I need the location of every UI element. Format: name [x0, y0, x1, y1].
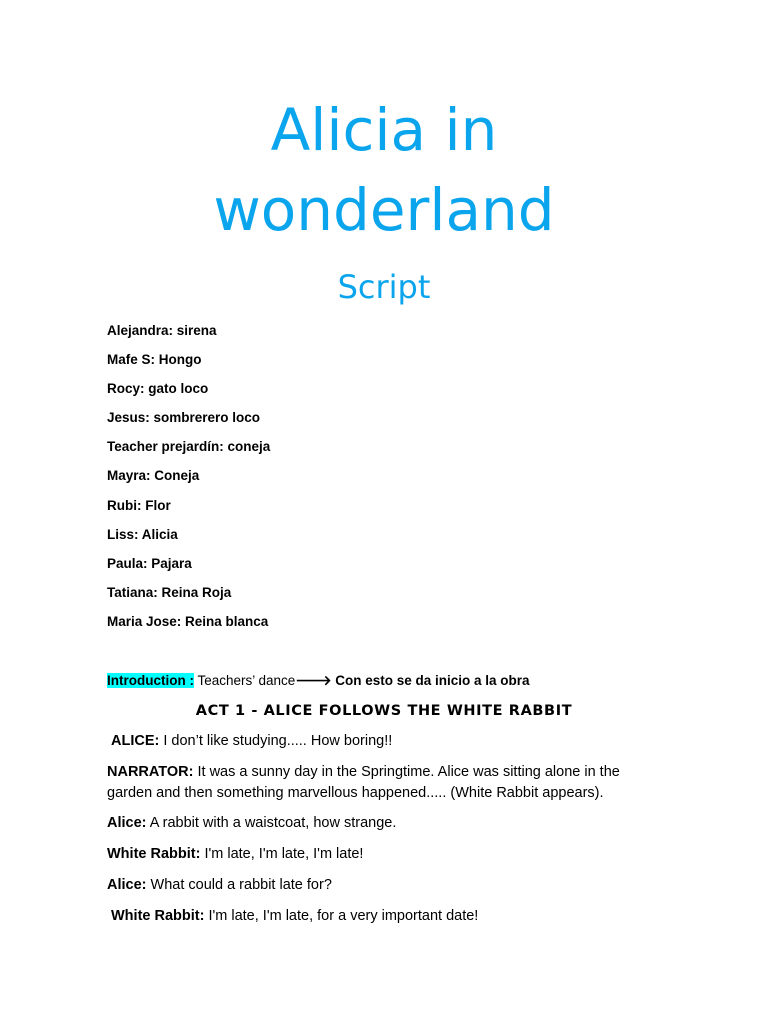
- dialogue-line: [107, 813, 667, 834]
- cast-item: Liss: Alicia: [107, 526, 178, 542]
- dialogue-text: I don’t like studying..... How boring!!: [159, 733, 393, 749]
- introduction-text: Teachers’ dance: [193, 673, 296, 688]
- act-heading: ACT 1 - ALICE FOLLOWS THE WHITE RABBIT: [195, 703, 573, 719]
- cast-item: Mayra: Coneja: [107, 468, 200, 484]
- dialogue-text: A rabbit with a waistcoat, how strange.: [146, 815, 397, 831]
- introduction-label: Introduction :: [107, 673, 194, 688]
- cast-item: Tatiana: Reina Roja: [107, 584, 232, 600]
- dialogue-text: It was a sunny day in the Springtime. Alice was sitting alone in the garden and then something marvellous happened..... (White Rabbit appears).: [107, 764, 620, 801]
- document-title-line-1: Alicia in: [270, 96, 498, 164]
- introduction-note: Con esto se da inicio a la obra: [331, 673, 530, 688]
- speaker-name: ALICE:: [111, 733, 160, 749]
- cast-item: Mafe S: Hongo: [107, 352, 202, 368]
- dialogue-line: [107, 762, 667, 804]
- right-arrow-icon: 🡒: [295, 673, 332, 688]
- dialogue-text: What could a rabbit late for?: [146, 877, 332, 893]
- speaker-name: NARRATOR:: [107, 764, 194, 780]
- cast-item: Jesus: sombrerero loco: [107, 410, 261, 426]
- introduction-line: [107, 671, 530, 691]
- speaker-name: White Rabbit:: [111, 908, 205, 924]
- dialogue-text: I'm late, I'm late, for a very important date!: [204, 908, 479, 924]
- dialogue-text: I'm late, I'm late, I'm late!: [200, 846, 364, 862]
- document-subtitle: Script: [337, 268, 431, 306]
- speaker-name: White Rabbit:: [107, 846, 201, 862]
- dialogue-line: [111, 906, 671, 927]
- cast-item: Teacher prejardín: coneja: [107, 439, 271, 455]
- cast-item: Rubi: Flor: [107, 497, 171, 513]
- speaker-name: Alice:: [107, 815, 147, 831]
- dialogue-line: [107, 844, 667, 865]
- dialogue-line: [111, 731, 671, 752]
- dialogue-line: [107, 875, 667, 896]
- cast-item: Maria Jose: Reina blanca: [107, 613, 269, 629]
- cast-item: Paula: Pajara: [107, 555, 192, 571]
- speaker-name: Alice:: [107, 877, 147, 893]
- cast-item: Rocy: gato loco: [107, 381, 209, 397]
- cast-list: [107, 320, 270, 640]
- cast-item: Alejandra: sirena: [107, 323, 217, 338]
- document-title-line-2: wonderland: [213, 176, 555, 244]
